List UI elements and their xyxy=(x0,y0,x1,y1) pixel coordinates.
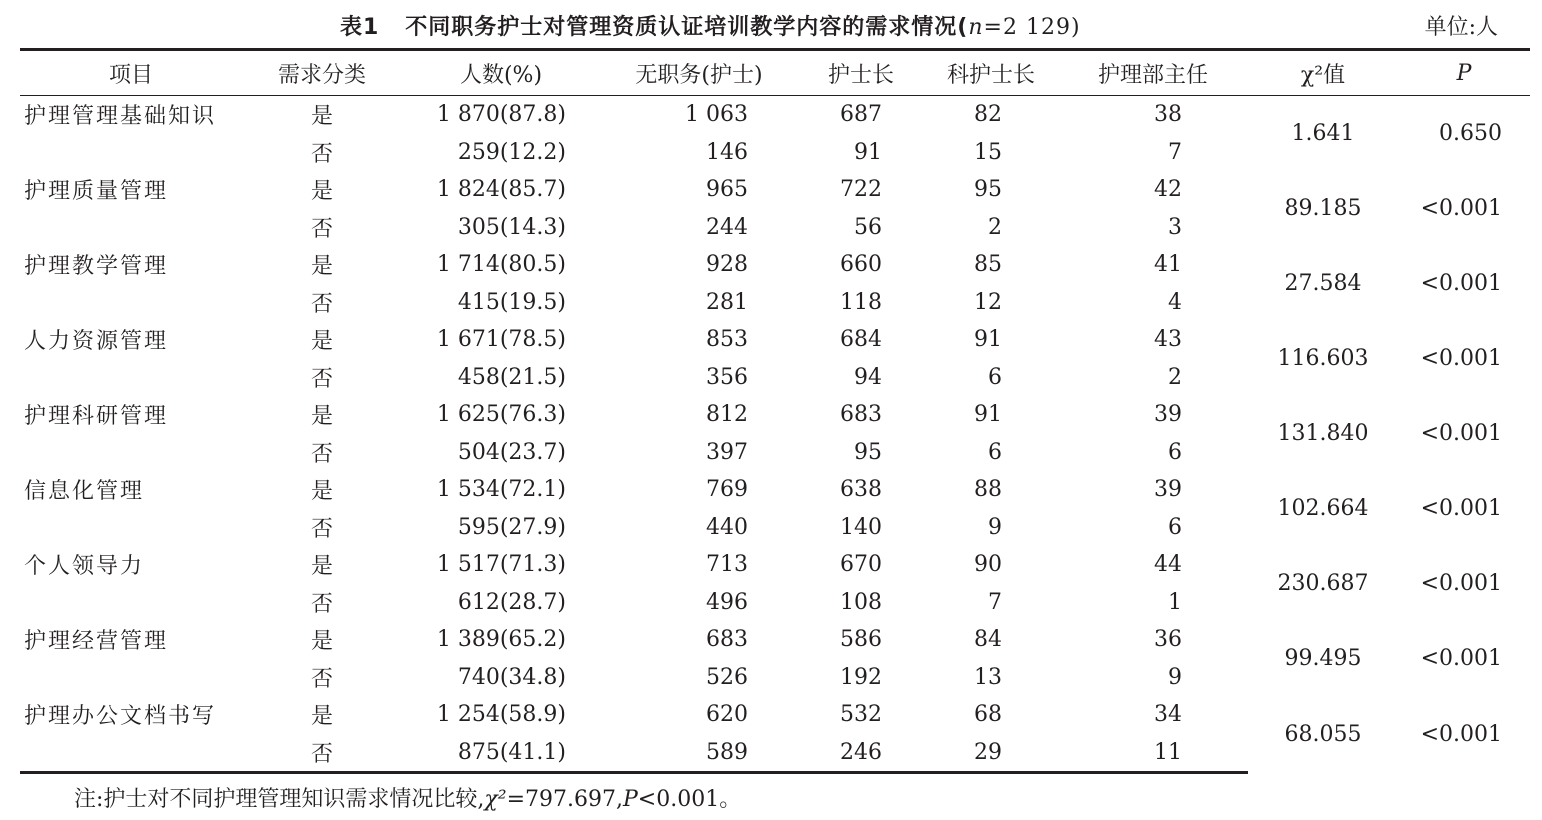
head-nurse-cell: 108 xyxy=(840,589,882,615)
nursing-director-cell: 6 xyxy=(1168,514,1182,540)
dept-head-nurse-cell: 88 xyxy=(974,477,1002,503)
item-cell: 信息化管理 xyxy=(24,479,145,505)
nursing-director-cell: 9 xyxy=(1168,664,1182,690)
total-cell: 1 517(71.3) xyxy=(436,552,566,578)
nursing-director-cell: 1 xyxy=(1168,589,1182,615)
table-title xyxy=(340,10,1081,41)
category-cell: 是 xyxy=(310,179,333,205)
p-value-cell: 0.650 xyxy=(1439,121,1502,146)
item-cell-empty xyxy=(20,134,242,172)
item-cell: 护理办公文档书写 xyxy=(24,704,217,730)
p-value-cell: <0.001 xyxy=(1420,196,1502,221)
table-row xyxy=(20,696,1530,734)
nursing-director-cell: 6 xyxy=(1168,439,1182,465)
item-cell-empty xyxy=(20,209,242,247)
head-nurse-cell: 95 xyxy=(854,439,882,465)
p-value-cell: <0.001 xyxy=(1420,721,1502,747)
total-cell: 1 870(87.8) xyxy=(436,102,566,128)
dept-head-nurse-cell: 6 xyxy=(988,364,1002,390)
no-position-cell: 526 xyxy=(706,664,748,690)
category-cell: 是 xyxy=(310,254,333,280)
chi-square-cell: 68.055 xyxy=(1284,721,1362,747)
no-position-cell: 397 xyxy=(706,439,748,465)
table-row xyxy=(20,246,1530,284)
total-cell: 415(19.5) xyxy=(457,289,566,315)
p-value-cell: <0.001 xyxy=(1420,346,1502,371)
nursing-director-cell: 7 xyxy=(1168,139,1182,165)
no-position-cell: 853 xyxy=(706,327,748,353)
header-no-position: 无职务(护士) xyxy=(600,50,798,96)
no-position-cell: 713 xyxy=(706,552,748,578)
nursing-director-cell: 38 xyxy=(1154,102,1182,128)
total-cell: 504(23.7) xyxy=(457,439,566,465)
category-cell: 是 xyxy=(310,704,333,730)
nursing-director-cell: 34 xyxy=(1154,702,1182,728)
item-cell: 护理科研管理 xyxy=(24,404,169,430)
n-value: =2 129) xyxy=(983,15,1081,40)
nursing-director-cell: 11 xyxy=(1058,734,1248,773)
chi-square-cell: 116.603 xyxy=(1277,346,1369,371)
head-nurse-cell: 246 xyxy=(798,734,924,773)
head-nurse-cell: 140 xyxy=(840,514,882,540)
nursing-director-cell: 42 xyxy=(1154,177,1182,203)
no-position-cell: 620 xyxy=(706,702,748,728)
category-cell: 否 xyxy=(310,216,333,242)
head-nurse-cell: 638 xyxy=(840,477,882,503)
nursing-director-cell: 4 xyxy=(1168,289,1182,315)
no-position-cell: 965 xyxy=(706,177,748,203)
dept-head-nurse-cell: 68 xyxy=(974,702,1002,728)
total-cell: 1 254(58.9) xyxy=(436,702,566,728)
header-dept-head-nurse: 科护士长 xyxy=(924,50,1058,96)
item-cell: 护理管理基础知识 xyxy=(24,104,217,130)
no-position-cell: 496 xyxy=(706,589,748,615)
item-cell: 护理经营管理 xyxy=(24,629,169,655)
dept-head-nurse-cell: 2 xyxy=(988,214,1002,240)
note-p-value: <0.001。 xyxy=(637,787,742,812)
dept-head-nurse-cell: 90 xyxy=(974,552,1002,578)
item-cell-empty xyxy=(20,659,242,697)
category-cell: 否 xyxy=(242,734,402,773)
dept-head-nurse-cell: 6 xyxy=(988,439,1002,465)
nursing-director-cell: 36 xyxy=(1154,627,1182,653)
dept-head-nurse-cell: 91 xyxy=(974,402,1002,428)
note-chi-symbol: χ² xyxy=(484,787,507,812)
category-cell: 否 xyxy=(310,666,333,692)
item-cell-empty xyxy=(20,509,242,547)
no-position-cell: 356 xyxy=(706,364,748,390)
table-label: 表1 xyxy=(340,15,380,40)
item-cell-empty xyxy=(20,434,242,472)
header-nursing-director: 护理部主任 xyxy=(1058,50,1248,96)
no-position-cell: 589 xyxy=(600,734,798,773)
item-cell: 个人领导力 xyxy=(24,554,145,580)
chi-square-cell: 1.641 xyxy=(1291,121,1355,146)
no-position-cell: 1 063 xyxy=(685,102,748,128)
category-cell: 是 xyxy=(310,104,333,130)
total-cell: 1 714(80.5) xyxy=(436,252,566,278)
dept-head-nurse-cell: 7 xyxy=(988,589,1002,615)
category-cell: 是 xyxy=(310,554,333,580)
table-unit: 单位:人 xyxy=(1424,15,1498,40)
no-position-cell: 769 xyxy=(706,477,748,503)
total-cell: 1 824(85.7) xyxy=(436,177,566,203)
p-value-cell: <0.001 xyxy=(1420,496,1502,521)
dept-head-nurse-cell: 84 xyxy=(974,627,1002,653)
category-cell: 否 xyxy=(310,591,333,617)
total-cell: 259(12.2) xyxy=(457,139,566,165)
note-p-symbol: P xyxy=(622,787,638,812)
nursing-director-cell: 41 xyxy=(1154,252,1182,278)
dept-head-nurse-cell: 82 xyxy=(974,102,1002,128)
p-value-cell: <0.001 xyxy=(1420,271,1502,296)
item-cell: 护理质量管理 xyxy=(24,179,169,205)
nursing-director-cell: 39 xyxy=(1154,477,1182,503)
header-chi-square: χ²值 xyxy=(1248,50,1398,96)
dept-head-nurse-cell: 85 xyxy=(974,252,1002,278)
head-nurse-cell: 684 xyxy=(840,327,882,353)
p-value-cell: <0.001 xyxy=(1420,646,1502,671)
table-caption xyxy=(0,6,1542,42)
dept-head-nurse-cell: 9 xyxy=(988,514,1002,540)
no-position-cell: 683 xyxy=(706,627,748,653)
table-row xyxy=(20,546,1530,584)
table-row xyxy=(20,471,1530,509)
category-cell: 是 xyxy=(310,479,333,505)
no-position-cell: 812 xyxy=(706,402,748,428)
nursing-director-cell: 39 xyxy=(1154,402,1182,428)
total-cell: 1 534(72.1) xyxy=(436,477,566,503)
table-row xyxy=(20,96,1530,134)
head-nurse-cell: 94 xyxy=(854,364,882,390)
no-position-cell: 440 xyxy=(706,514,748,540)
category-cell: 否 xyxy=(310,141,333,167)
table-row xyxy=(20,321,1530,359)
nursing-director-cell: 2 xyxy=(1168,364,1182,390)
head-nurse-cell: 687 xyxy=(840,102,882,128)
table-title-text: 不同职务护士对管理资质认证培训教学内容的需求情况( xyxy=(405,15,969,40)
head-nurse-cell: 586 xyxy=(840,627,882,653)
chi-square-cell: 89.185 xyxy=(1284,196,1362,221)
nursing-director-cell: 44 xyxy=(1154,552,1182,578)
head-nurse-cell: 670 xyxy=(840,552,882,578)
head-nurse-cell: 660 xyxy=(840,252,882,278)
head-nurse-cell: 192 xyxy=(840,664,882,690)
nursing-director-cell: 3 xyxy=(1168,214,1182,240)
note-chi-value: =797.697, xyxy=(506,787,623,812)
no-position-cell: 928 xyxy=(706,252,748,278)
category-cell: 否 xyxy=(310,441,333,467)
total-cell: 612(28.7) xyxy=(457,589,566,615)
item-cell: 人力资源管理 xyxy=(24,329,169,355)
total-cell: 1 389(65.2) xyxy=(436,627,566,653)
n-symbol: n xyxy=(968,15,984,40)
dept-head-nurse-cell: 95 xyxy=(974,177,1002,203)
chi-square-cell: 102.664 xyxy=(1277,496,1369,521)
head-nurse-cell: 118 xyxy=(840,289,882,315)
header-total: 人数(%) xyxy=(402,50,600,96)
total-cell: 595(27.9) xyxy=(457,514,566,540)
header-row xyxy=(20,50,1530,96)
item-cell-empty xyxy=(20,734,242,773)
total-cell: 875(41.1) xyxy=(402,734,600,773)
header-category: 需求分类 xyxy=(242,50,402,96)
item-cell-empty xyxy=(20,584,242,622)
chi-square-cell: 99.495 xyxy=(1284,646,1362,671)
table-row xyxy=(20,396,1530,434)
item-cell: 护理教学管理 xyxy=(24,254,169,280)
p-value-cell: <0.001 xyxy=(1420,571,1502,596)
category-cell: 否 xyxy=(310,291,333,317)
head-nurse-cell: 722 xyxy=(840,177,882,203)
category-cell: 否 xyxy=(310,516,333,542)
total-cell: 1 671(78.5) xyxy=(436,327,566,353)
category-cell: 否 xyxy=(310,366,333,392)
data-table xyxy=(20,48,1530,774)
total-cell: 1 625(76.3) xyxy=(436,402,566,428)
table-row xyxy=(20,621,1530,659)
category-cell: 是 xyxy=(310,329,333,355)
head-nurse-cell: 91 xyxy=(854,139,882,165)
dept-head-nurse-cell: 13 xyxy=(974,664,1002,690)
chi-square-cell: 230.687 xyxy=(1277,571,1369,596)
dept-head-nurse-cell: 91 xyxy=(974,327,1002,353)
no-position-cell: 244 xyxy=(706,214,748,240)
dept-head-nurse-cell: 29 xyxy=(924,734,1058,773)
total-cell: 305(14.3) xyxy=(457,214,566,240)
no-position-cell: 146 xyxy=(706,139,748,165)
header-item: 项目 xyxy=(20,50,242,96)
chi-square-cell: 131.840 xyxy=(1277,421,1369,446)
total-cell: 740(34.8) xyxy=(457,664,566,690)
category-cell: 是 xyxy=(310,404,333,430)
dept-head-nurse-cell: 12 xyxy=(974,289,1002,315)
header-p-value: P xyxy=(1398,50,1530,96)
chi-square-cell: 27.584 xyxy=(1284,271,1362,296)
dept-head-nurse-cell: 15 xyxy=(974,139,1002,165)
item-cell-empty xyxy=(20,359,242,397)
head-nurse-cell: 532 xyxy=(840,702,882,728)
no-position-cell: 281 xyxy=(706,289,748,315)
category-cell: 是 xyxy=(310,629,333,655)
table-body xyxy=(20,96,1530,773)
head-nurse-cell: 56 xyxy=(854,214,882,240)
table-row xyxy=(20,171,1530,209)
item-cell-empty xyxy=(20,284,242,322)
table-note xyxy=(74,782,741,813)
p-value-cell: <0.001 xyxy=(1420,421,1502,446)
nursing-director-cell: 43 xyxy=(1154,327,1182,353)
header-head-nurse: 护士长 xyxy=(798,50,924,96)
note-prefix: 注:护士对不同护理管理知识需求情况比较, xyxy=(74,787,485,812)
total-cell: 458(21.5) xyxy=(457,364,566,390)
head-nurse-cell: 683 xyxy=(840,402,882,428)
